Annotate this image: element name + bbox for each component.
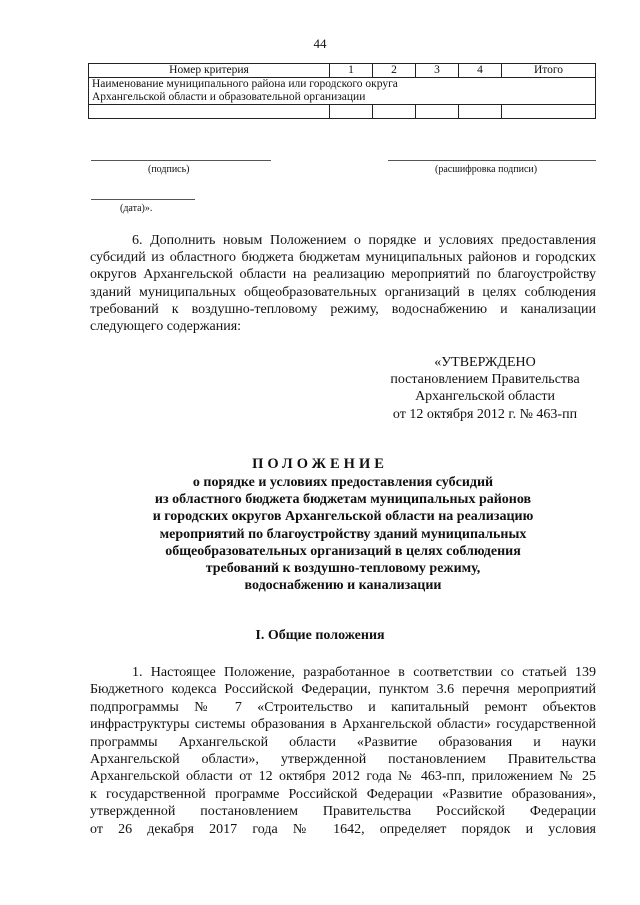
paragraph-line: 1. Настоящее Положение, разработанное в соответствии со статьей 139	[132, 665, 596, 680]
approval-line: постановлением Правительства	[390, 372, 580, 388]
paragraph-line: инфраструктуры системы образования в Архангельской области» государственной	[90, 717, 596, 733]
paragraph-line: Бюджетного кодекса Российской Федерации, пунктом 3.6 перечня мероприятий	[90, 682, 596, 698]
subtitle-line: общеобразовательных организаций в целях соблюдения	[165, 543, 521, 559]
signature-decode-caption: (расшифровка подписи)	[435, 164, 538, 175]
criteria-header-cell: Номер критерия	[89, 64, 330, 78]
subtitle-line: требований к воздушно-тепловому режиму,	[205, 561, 481, 577]
subtitle-line: мероприятий по благоустройству зданий муниципальных	[159, 526, 527, 542]
paragraph-line: Архангельской области», утвержденной постановлением Правительства	[90, 751, 596, 767]
criteria-header-cell: 3	[416, 64, 459, 78]
subtitle-line: о порядке и условиях предоставления субсидий	[192, 475, 494, 490]
criteria-header-cell: 4	[459, 64, 502, 78]
document-subtitle	[90, 474, 596, 594]
approval-line: «УТВЕРЖДЕНО	[434, 355, 536, 370]
paragraph-1	[90, 664, 596, 838]
subtitle-line: и городских округов Архангельской области на реализацию	[152, 509, 534, 525]
criteria-empty-cell	[330, 105, 373, 119]
paragraph-line: к государственной программе Российской Федерации «Развитие образования»,	[90, 786, 596, 802]
criteria-header-cell: 1	[330, 64, 373, 78]
criteria-name-cell	[89, 78, 596, 105]
criteria-table	[88, 63, 596, 119]
criteria-table-name-row	[89, 78, 596, 105]
criteria-header-cell: 2	[373, 64, 416, 78]
approval-line: Архангельской области	[415, 389, 555, 405]
signature-decode-line	[388, 160, 596, 161]
approval-line: от 12 октября 2012 г. № 463-пп	[392, 406, 578, 422]
page-number: 44	[313, 36, 327, 51]
signature-caption: (подпись)	[148, 164, 190, 175]
criteria-name-line: Архангельской области и образовательной организации	[92, 91, 366, 103]
criteria-header-cell: Итого	[502, 64, 596, 78]
criteria-empty-cell	[373, 105, 416, 119]
date-line	[91, 199, 195, 200]
section-heading: I. Общие положения	[255, 628, 385, 643]
date-caption: (дата)».	[120, 203, 153, 214]
approval-block	[370, 354, 600, 423]
subtitle-line: из областного бюджета бюджетам муниципальных районов	[154, 492, 532, 508]
paragraph-line: утвержденной постановлением Правительства Российской Федерации	[90, 804, 596, 820]
paragraph-line: от 26 декабря 2017 года № 1642, определяет порядок и условия	[90, 821, 596, 837]
signature-line	[91, 160, 271, 161]
criteria-table-empty-row	[89, 105, 596, 119]
paragraph-line: программы Архангельской области «Развитие образования и науки	[90, 734, 596, 750]
criteria-empty-cell	[502, 105, 596, 119]
criteria-table-header-row	[89, 64, 596, 78]
criteria-empty-cell	[459, 105, 502, 119]
subtitle-line: водоснабжению и канализации	[244, 578, 442, 594]
criteria-name-line: Наименование муниципального района или городского округа	[92, 78, 398, 90]
paragraph-6: 6. Дополнить новым Положением о порядке и условиях предоставления субсидий из областного бюджета бюджетам муниципальных районов и городских округов Архангельской области на реализацию мероприятий по благоустройству зданий муниципальных общеобразовательных организаций в целях соблюдения требований к воздушно-тепловому режиму, водоснабжению и канализации следующего содержания:	[90, 233, 596, 335]
criteria-empty-cell	[416, 105, 459, 119]
document-title: ПОЛОЖЕНИЕ	[252, 456, 388, 472]
criteria-empty-cell	[89, 105, 330, 119]
paragraph-line: Архангельской области от 12 октября 2012 года № 463-пп, приложением № 25	[90, 769, 596, 785]
paragraph-line: подпрограммы № 7 «Строительство и капитальный ремонт объектов	[90, 699, 596, 715]
